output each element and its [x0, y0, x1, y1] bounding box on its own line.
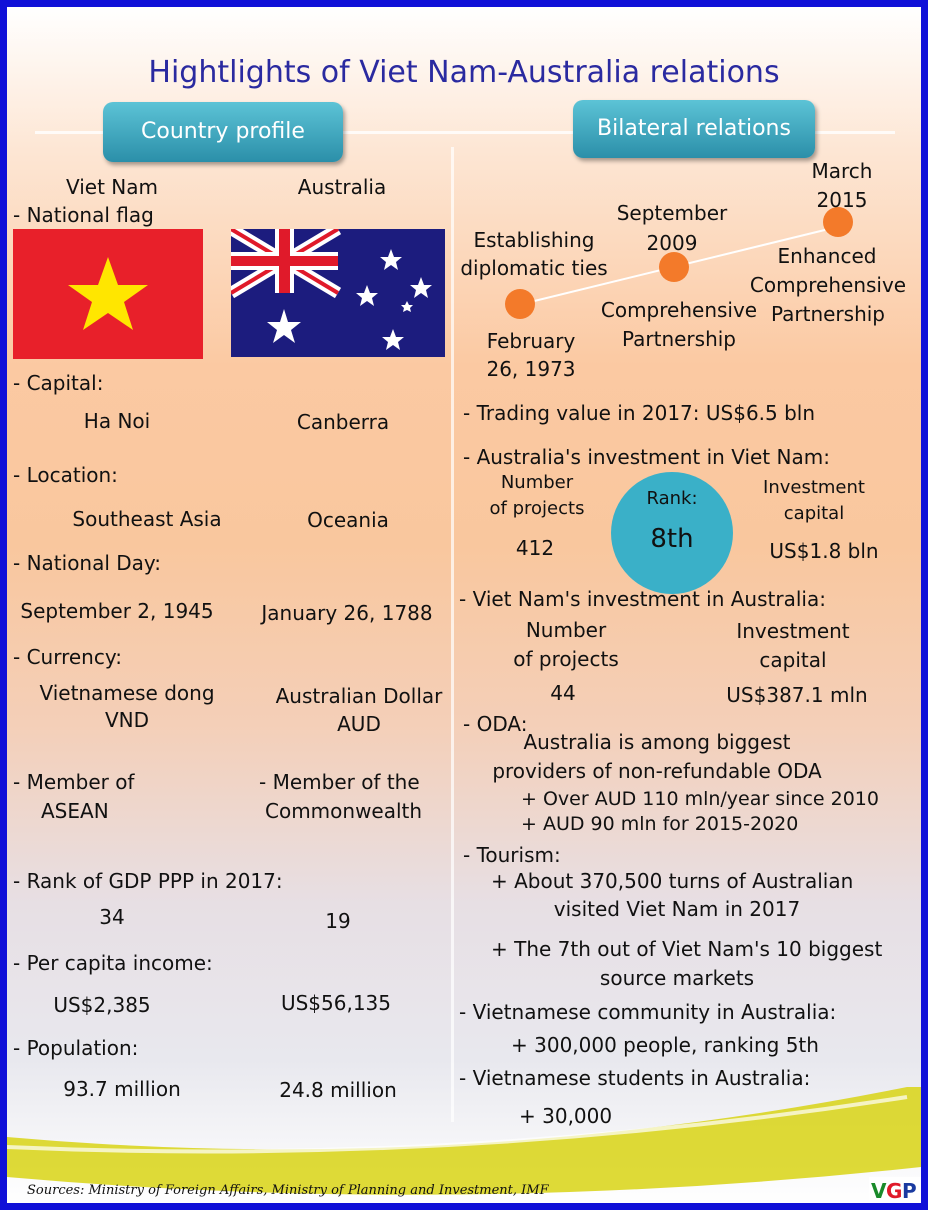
vgp-logo: [869, 1177, 921, 1203]
milestone-2015-title-3: Partnership: [770, 302, 886, 326]
population-au: 24.8 million: [279, 1078, 397, 1102]
column-header-vn: Viet Nam: [65, 175, 158, 199]
capital-vn: Ha Noi: [83, 409, 151, 433]
gdp-rank-vn: 34: [99, 905, 125, 929]
tourism-line-3: + The 7th out of Viet Nam's 10 biggest: [491, 937, 883, 961]
national-day-au: January 26, 1788: [261, 601, 433, 625]
tourism-label: - Tourism:: [463, 843, 561, 867]
community-label: - Vietnamese community in Australia:: [459, 1000, 837, 1024]
vn-capital-label-2: capital: [759, 648, 827, 672]
income-label: - Per capita income:: [13, 951, 213, 975]
tourism-line-4: source markets: [599, 966, 755, 990]
income-au: US$56,135: [280, 991, 392, 1015]
currency-label: - Currency:: [13, 645, 122, 669]
vietnam-flag: [13, 229, 203, 359]
oda-line-3: + Over AUD 110 mln/year since 2010: [521, 788, 879, 810]
vn-projects-label-2: of projects: [513, 647, 619, 671]
gdp-rank-label: - Rank of GDP PPP in 2017:: [13, 869, 283, 893]
member-au-org: Commonwealth: [265, 799, 423, 823]
currency-vn-code: VND: [104, 708, 150, 732]
australia-flag: [231, 229, 445, 357]
population-label: - Population:: [13, 1036, 139, 1060]
column-divider: [451, 147, 454, 1122]
capital-label: - Capital:: [13, 371, 104, 395]
milestone-1973-title-2: diplomatic ties: [460, 256, 608, 280]
location-au: Oceania: [307, 508, 389, 532]
currency-vn-name: Vietnamese dong: [39, 681, 215, 705]
au-capital-value: US$1.8 bln: [769, 539, 879, 563]
tab-country-profile: Country profile: [103, 102, 343, 162]
national-day-label: - National Day:: [13, 551, 162, 575]
milestone-2009-date-1: September: [616, 201, 728, 225]
vn-capital-value: US$387.1 mln: [726, 683, 868, 707]
svg-text:V: V: [871, 1179, 887, 1203]
member-vn-org: ASEAN: [41, 799, 109, 823]
vn-projects-value: 44: [550, 681, 576, 705]
au-capital-label-1: Investment: [763, 477, 865, 498]
national-day-vn: September 2, 1945: [20, 599, 214, 623]
oda-line-1: Australia is among biggest: [523, 730, 791, 754]
currency-au-name: Australian Dollar: [275, 684, 443, 708]
oda-line-4: + AUD 90 mln for 2015-2020: [521, 813, 799, 835]
vn-capital-label-1: Investment: [736, 619, 850, 643]
au-projects-value: 412: [515, 536, 555, 560]
milestone-2015-date-1: March: [811, 159, 873, 183]
milestone-2015-date-2: 2015: [816, 188, 868, 212]
au-projects-label-1: Number: [500, 472, 574, 493]
oda-label: - ODA:: [463, 712, 528, 736]
au-capital-label-2: capital: [783, 503, 845, 524]
location-vn: Southeast Asia: [72, 507, 222, 531]
tourism-line-2: visited Viet Nam in 2017: [553, 897, 801, 921]
member-vn-label: - Member of: [13, 770, 135, 794]
au-investment-label: - Australia's investment in Viet Nam:: [463, 445, 830, 469]
milestone-2009-title-1: Comprehensive: [600, 298, 758, 322]
member-au-label: - Member of the: [259, 770, 420, 794]
currency-au-code: AUD: [337, 712, 381, 736]
rank-value: 8th: [650, 524, 694, 554]
timeline-dot-2009: [659, 252, 689, 282]
milestone-1973-title-1: Establishing: [473, 228, 595, 252]
capital-au: Canberra: [296, 410, 390, 434]
income-vn: US$2,385: [53, 993, 151, 1017]
students-label: - Vietnamese students in Australia:: [459, 1066, 811, 1090]
community-value: + 300,000 people, ranking 5th: [511, 1033, 819, 1057]
timeline-dot-1973: [505, 289, 535, 319]
population-vn: 93.7 million: [63, 1077, 181, 1101]
svg-text:G: G: [886, 1179, 903, 1203]
au-projects-label-2: of projects: [489, 498, 585, 519]
trade-value: - Trading value in 2017: US$6.5 bln: [463, 401, 816, 425]
flag-label: - National flag: [13, 203, 154, 227]
oda-line-2: providers of non-refundable ODA: [492, 759, 822, 783]
location-label: - Location:: [13, 463, 118, 487]
rank-label: Rank:: [646, 488, 698, 509]
milestone-2009-title-2: Partnership: [621, 327, 737, 351]
vn-projects-label-1: Number: [525, 618, 607, 642]
tab-bilateral-relations: Bilateral relations: [573, 100, 815, 158]
milestone-1973-date-2: 26, 1973: [486, 357, 576, 381]
milestone-2015-title-1: Enhanced: [777, 244, 877, 268]
vgp-logo-mark: [869, 1177, 921, 1203]
milestone-2015-title-2: Comprehensive: [749, 273, 907, 297]
vn-investment-label: - Viet Nam's investment in Australia:: [459, 587, 826, 611]
milestone-2009-date-2: 2009: [646, 231, 698, 255]
tourism-line-1: + About 370,500 turns of Australian: [491, 869, 854, 893]
svg-text:P: P: [902, 1179, 917, 1203]
sources-footnote: Sources: Ministry of Foreign Affairs, Ministry of Planning and Investment, IMF: [27, 1183, 549, 1198]
milestone-1973-date-1: February: [486, 329, 576, 353]
students-value: + 30,000: [519, 1104, 613, 1128]
column-header-au: Australia: [297, 175, 387, 199]
gdp-rank-au: 19: [325, 909, 351, 933]
page-title: Hightlights of Viet Nam-Australia relations: [148, 55, 780, 90]
infographic: [7, 7, 921, 1203]
